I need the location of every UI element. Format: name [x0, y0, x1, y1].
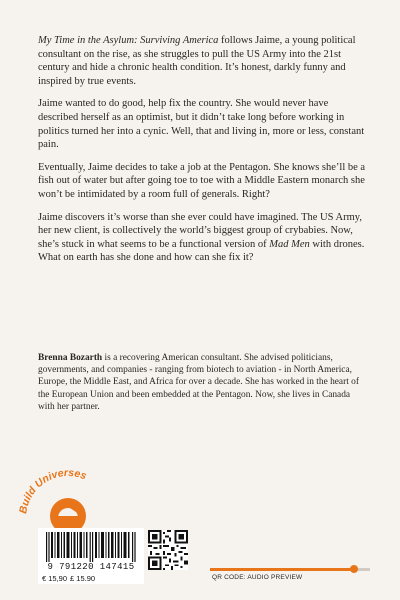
description-paragraph-2: Jaime wanted to do good, help fix the country. She would never have described herself as an optimist, but it didn’t take long before working in politics turned her into a cynic. Well, that and living in, more or less, constant pain.: [38, 98, 365, 151]
author-name: Brenna Bozarth: [38, 353, 103, 363]
audio-progress-knob[interactable]: [350, 565, 358, 573]
description-paragraph-3: Eventually, Jaime decides to take a job at the Pentagon. She knows she’ll be a fish out of water but after going toe to toe with a Middle Eastern monarch she won’t be intimidated by a room full of generals. Right?: [38, 161, 366, 200]
description-text-1: follows Jaime, a young political consultant on the rise, as she struggles to pull the US Army into the 21st century and hide a chronic health condition. It’s honest, darkly funny and inspired by true events.: [38, 35, 356, 87]
description-paragraph-4: [38, 211, 368, 265]
qr-code-label: QR CODE: AUDIO PREVIEW: [212, 574, 303, 581]
description-text-4b: with drones. What on earth has she done and how can she fix it?: [38, 238, 365, 264]
audio-progress-bar[interactable]: [210, 568, 370, 571]
book-description: [38, 34, 368, 274]
book-title: My Time in the Asylum: Surviving America: [38, 35, 219, 46]
price-gbp: £ 15.90: [70, 574, 96, 583]
show-title: Mad Men: [269, 238, 310, 250]
author-bio-text: is a recovering American consultant. She advised politicians, governments, and companies - ranging from biotech to aviation - in North America, Europe, the Middle East, and Africa for over a decade. She has worked in the heart of the European Union and been embedded at the Pentagon. Now, she lives in Canada with her partner.: [38, 353, 359, 412]
barcode-bars: [46, 532, 136, 562]
description-text-4a: Jaime discovers it’s worse than she ever could have imagined. The US Army, her new client, is collectively the world’s biggest group of crybabies. Now, she’s stuck in what seems to be a functional version of: [38, 211, 362, 250]
publisher-name: Build Universes: [17, 466, 89, 515]
isbn-number: 9 791220 147415: [47, 562, 135, 572]
publisher-logo: [14, 456, 118, 536]
author-bio: [38, 352, 368, 413]
description-paragraph-1: [38, 34, 368, 88]
audio-progress-fill: [210, 568, 354, 571]
barcode: [38, 528, 144, 584]
qr-code[interactable]: [148, 530, 188, 570]
price-euro: € 15,90: [42, 574, 68, 583]
price-label: [42, 574, 98, 583]
